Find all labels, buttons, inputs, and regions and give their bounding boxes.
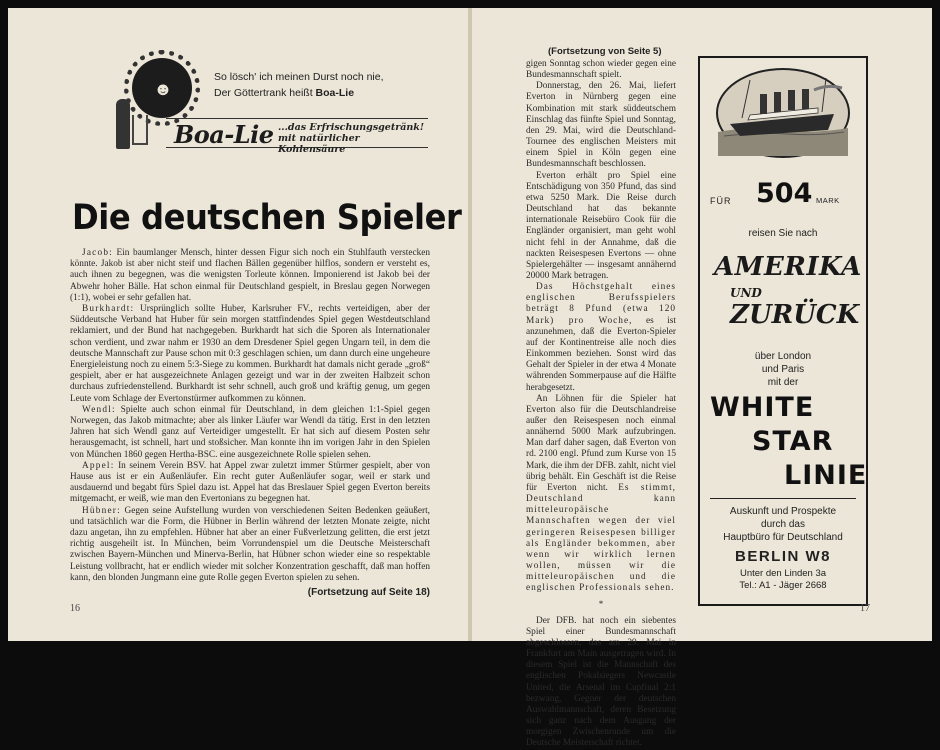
column-paragraph: Das Höchstgehalt eines englischen Berufsspielers beträgt 8 Pfund (etwa 120 Mark) pro Woche, es ist anzunehmen, daß die Everton-Spieler auf der Kontinentreise alle noch dies Einkommen beziehen. Sonst wird das Gehalt der Spieler in der etwa 4 Monate währenden Sommerpause auf die Hälfte herabgesetzt. — [526, 282, 676, 393]
destination-und: UND — [730, 286, 762, 300]
article-body — [70, 248, 430, 584]
magazine-spread — [8, 8, 932, 749]
paragraph-appel: Appel: In seinem Verein BSV. hat Appel zwar zuletzt immer Stürmer gespielt, aber von Hause aus ist er ein Außenläufer. Ein recht guter Außenläufer sogar, weil er stark und ausdauernd und begabt fürs Spiel dazu ist. Appel hat das Breslauer Spiel gegen Everton bereits mitgemacht, er weiß, wie man den Evertonians zu begegnen hat. — [70, 460, 430, 505]
line-name-star: STAR — [752, 426, 834, 457]
brand-band — [166, 118, 428, 155]
line-name-white: WHITE — [710, 392, 815, 423]
brand-logo: Boa-Lie — [174, 120, 274, 149]
page-number-right: 17 — [860, 603, 870, 614]
ad-slogan — [214, 69, 384, 101]
ocean-liner-icon — [718, 70, 848, 156]
office-city: BERLIN W8 — [735, 548, 831, 565]
paragraph-huebner: Hübner: Gegen seine Aufstellung wurden von verschiedenen Seiten Bedenken geäußert, und tatsächlich war die Form, die Hübner in Berlin während der letzten Monate zeigte, nicht dazu angetan, ihn zu empfehlen. Hübner hat aber an einer Fußverletzung gelitten, die erst jetzt richtig ausgeheilt ist. In München, beim Vorrundenspiel um die Deutsche Meisterschaft zwischen Bayern-München und Minerva-Berlin, hat Hübner schon wieder eine so respektable Leistung vollbracht, hat er endlich wieder mit solcher Konzentration geschafft, daß man hoffen kann, den blonden Jungmann eine gute Rolle gegen Everton spielen zu sehen. — [70, 505, 430, 583]
section-divider: * — [598, 598, 604, 609]
travel-text: reisen Sie nach — [748, 228, 818, 239]
route-text: über London und Paris mit der — [754, 351, 812, 388]
ship-illustration — [716, 68, 850, 158]
boa-lie-advertisement — [114, 51, 428, 163]
slogan-line-1: So lösch' ich meinen Durst noch nie, — [214, 71, 384, 83]
article-headline: Die deutschen Spieler — [72, 198, 462, 238]
glass-icon — [132, 115, 148, 145]
divider-rule — [710, 498, 856, 499]
slogan-brand: Boa-Lie — [315, 87, 355, 99]
currency-label: MARK — [816, 196, 840, 205]
column-paragraph: Donnerstag, den 26. Mai, liefert Everton in Nürnberg gegen eine Kombination mit stark süddeutschem Einschlag das fünfte Spiel und Sonntag, den 29. Mai, wird die Deutschland-Tournee des englischen Meisters mit einem Spiel in Köln gegen eine Bundesmannschaft beschlossen. — [526, 81, 676, 170]
sun-illustration — [132, 58, 192, 118]
column-header: (Fortsetzung von Seite 5) — [548, 46, 662, 57]
column-paragraph: An Löhnen für die Spieler hat Everton also für die Deutschlandreise außer den Reisespesen noch einmal annähernd 5000 Mark aufzubringen. Man darf daher sagen, daß Everton von rd. 2100 engl. Pfund zum Kurse von 15 Mark, die ihm der DFB. zahlt, nicht viel übrig behält. Ein Geschäft ist die Reise für Everton nicht. Es stimmt, Deutschland kann mitteleuropäische Mannschaften wegen der viel geringeren Reisespesen billiger als Engländer bekommen, aber wenn wir wirklich lernen wollen, müssen wir die mitteleuropäischen und die englischen Professionals sehen. — [526, 393, 676, 594]
column-paragraph: Everton erhält pro Spiel eine Entschädigung von 350 Pfund, das sind etwa 5250 Mark. Die Reise durch Deutschland hat das bekannte internationale Reisebüro Cook für die Engländer organisiert, man geht wohl nicht fehl in der Annahme, daß die nackten Reisespesen Evertons — ohne Spielergehälter — insgesamt annähernd 20000 Mark betragen. — [526, 170, 676, 281]
price-value: 504 — [756, 178, 813, 209]
paragraph-jacob: Jacob: Ein baumlanger Mensch, hinter dessen Figur sich noch ein Stuhlfauth verstecken könnte. Jakob ist aber nicht steif und flachen Bällen gegenüber hilflos, sondern er versteht es, auch ihnen zu begegnen, was die wenigsten Torleute können. Imponierend ist Jakob bei der Abwehr hoher Bälle. Hat schon einmal für Deutschland gespielt, in Breslau gegen Norwegen (1:1), wobei er sehr gefallen hat. — [70, 248, 430, 303]
paragraph-wendl: Wendl: Spielte auch schon einmal für Deutschland, in dem gleichen 1:1-Spiel gegen Norwegen, das Jakob mitmachte; aber als linker Läufer war Wendl da tätig. Erst in den letzten Jahren hat sich Wendl ganz auf Verteidiger umgestellt. Er hat sich auf diesem Posten sehr herausgemacht, ist schnell, hart und stoßsicher. Man konnte ihn im vorigen Jahr in den Spielen von München 1860 gegen Hertha-BSC. eine ausgezeichnete Rolle spielen sehen. — [70, 404, 430, 460]
bottle-icon — [116, 99, 130, 149]
article-column — [526, 59, 676, 750]
white-star-advertisement — [698, 56, 868, 606]
info-text: Auskunft und Prospekte durch das Hauptbüro für Deutschland — [723, 506, 843, 543]
for-label: FÜR — [710, 196, 732, 206]
office-address: Unter den Linden 3a Tel.: A1 - Jäger 2668 — [739, 568, 827, 591]
right-page — [472, 8, 932, 749]
destination-zurueck: ZURÜCK — [730, 300, 860, 330]
slogan-line-2: Der Göttertrank heißt Boa-Lie — [214, 87, 355, 99]
paragraph-burkhardt: Burkhardt: Ursprünglich sollte Huber, Karlsruher FV., rechts verteidigen, aber der Süddeutsche Verband hat Huber für sein morgen stattfindendes Spiel gegen Westdeutschland reklamiert, und der Bund hat nachgegeben. Burkhardt hat sich die Sporen als Internationaler schon verdient, und zwar nahm er 1930 an dem Dresdener Spiel gegen Ungarn teil, in dem die deutsche Mannschaft zur Pause schon mit 0:3 geschlagen schien, um dann durch eine ungeheure Energieleistung noch zu einem 5:3-Siege zu kommen. Burkhardt hat damals nicht gerade „groß“ gespielt, aber er hat ausgezeichnete Anlagen gezeigt und war in der zweiten Halbzeit schon durchaus zufriedenstellend. Burkhardt ist sehr schnell, auch groß und kräftig genug, um gegen Leute vom Schlage der Evertonstürmer aufkommen zu können. — [70, 304, 430, 404]
page-number-left: 16 — [70, 603, 80, 614]
price-row — [700, 174, 866, 214]
column-paragraph: Der DFB. hat noch ein siebentes Spiel einer Bundesmannschaft abgeschlossen, das am 29. Mai in Frankfurt am Main ausgetragen wird. In diesem Spiel ist die Mannschaft des englischen Pokalsiegers Newcastle United, die Arsenal im Cupfinal 2:1 bezwang, Gegner der deutschen Auswahlmannschaft, deren Besetzung sich ganz nach dem Ausgang der morgigen Zwischenrunde um die Deutsche Meisterschaft richtet. — [526, 615, 676, 749]
continuation-note: (Fortsetzung auf Seite 18) — [307, 587, 430, 598]
line-name-linie: LINIE — [784, 460, 868, 491]
column-paragraph: gigen Sonntag schon wieder gegen eine Bundesmannschaft spielt. — [526, 59, 676, 81]
sun-face-icon: ☻ — [153, 79, 173, 99]
left-page — [8, 8, 468, 641]
destination-amerika: AMERIKA — [714, 252, 862, 282]
brand-tagline: ...das Erfrischungsgetränk! mit natürlicher Kohlensäure — [278, 122, 425, 155]
